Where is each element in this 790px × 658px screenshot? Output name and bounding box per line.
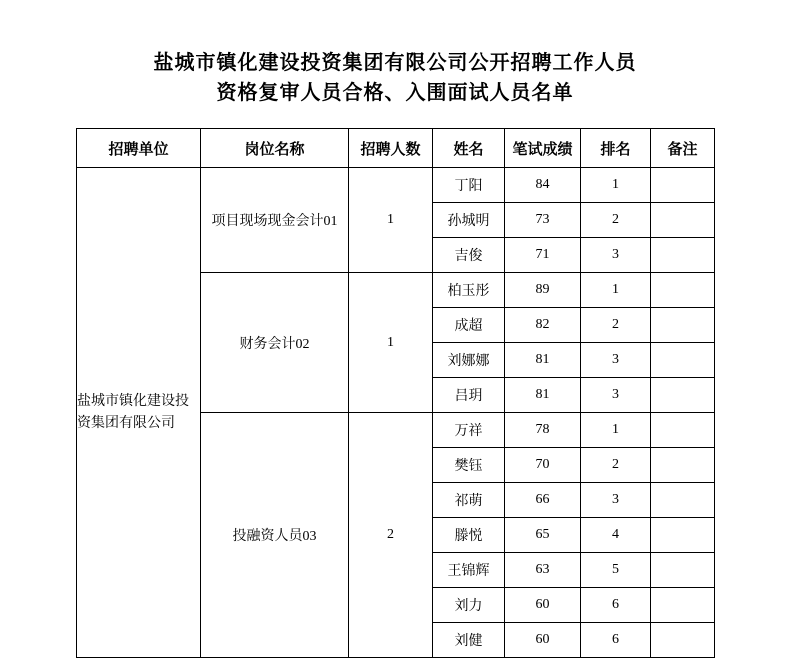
note-cell — [651, 623, 715, 658]
note-cell — [651, 588, 715, 623]
header-unit: 招聘单位 — [77, 129, 201, 168]
note-cell — [651, 308, 715, 343]
rank-cell: 2 — [581, 203, 651, 238]
score-cell: 84 — [505, 168, 581, 203]
rank-cell: 2 — [581, 448, 651, 483]
name-cell: 滕悦 — [433, 518, 505, 553]
score-cell: 60 — [505, 588, 581, 623]
rank-cell: 4 — [581, 518, 651, 553]
note-cell — [651, 378, 715, 413]
rank-cell: 1 — [581, 413, 651, 448]
header-count: 招聘人数 — [349, 129, 433, 168]
rank-cell: 6 — [581, 623, 651, 658]
unit-cell — [77, 168, 201, 658]
name-cell: 刘健 — [433, 623, 505, 658]
name-cell: 吕玥 — [433, 378, 505, 413]
name-cell: 樊钰 — [433, 448, 505, 483]
note-cell — [651, 168, 715, 203]
header-note: 备注 — [651, 129, 715, 168]
score-cell: 70 — [505, 448, 581, 483]
name-cell: 吉俊 — [433, 238, 505, 273]
title-line-2: 资格复审人员合格、入围面试人员名单 — [216, 82, 574, 104]
table-container — [0, 128, 790, 658]
score-cell: 66 — [505, 483, 581, 518]
document-title — [0, 0, 790, 108]
name-cell: 王锦辉 — [433, 553, 505, 588]
score-cell: 89 — [505, 273, 581, 308]
score-cell: 63 — [505, 553, 581, 588]
score-cell: 78 — [505, 413, 581, 448]
rank-cell: 6 — [581, 588, 651, 623]
name-cell: 丁阳 — [433, 168, 505, 203]
count-cell: 1 — [349, 273, 433, 413]
name-cell: 孙城明 — [433, 203, 505, 238]
name-cell: 祁萌 — [433, 483, 505, 518]
unit-label: 盐城市镇化建设投资集团有限公司 — [77, 393, 189, 431]
post-cell: 投融资人员03 — [201, 413, 349, 658]
rank-cell: 3 — [581, 483, 651, 518]
candidates-table — [76, 128, 715, 658]
name-cell: 刘娜娜 — [433, 343, 505, 378]
note-cell — [651, 413, 715, 448]
header-name: 姓名 — [433, 129, 505, 168]
rank-cell: 3 — [581, 378, 651, 413]
score-cell: 71 — [505, 238, 581, 273]
table-row — [77, 168, 715, 203]
score-cell: 65 — [505, 518, 581, 553]
rank-cell: 5 — [581, 553, 651, 588]
name-cell: 刘力 — [433, 588, 505, 623]
note-cell — [651, 553, 715, 588]
score-cell: 60 — [505, 623, 581, 658]
note-cell — [651, 343, 715, 378]
rank-cell: 1 — [581, 168, 651, 203]
post-cell: 项目现场现金会计01 — [201, 168, 349, 273]
rank-cell: 3 — [581, 238, 651, 273]
post-cell: 财务会计02 — [201, 273, 349, 413]
note-cell — [651, 518, 715, 553]
header-rank: 排名 — [581, 129, 651, 168]
name-cell: 成超 — [433, 308, 505, 343]
count-cell: 1 — [349, 168, 433, 273]
rank-cell: 3 — [581, 343, 651, 378]
table-body — [77, 168, 715, 658]
note-cell — [651, 448, 715, 483]
header-score: 笔试成绩 — [505, 129, 581, 168]
count-cell: 2 — [349, 413, 433, 658]
header-post: 岗位名称 — [201, 129, 349, 168]
score-cell: 82 — [505, 308, 581, 343]
note-cell — [651, 203, 715, 238]
score-cell: 81 — [505, 378, 581, 413]
note-cell — [651, 483, 715, 518]
name-cell: 万祥 — [433, 413, 505, 448]
rank-cell: 1 — [581, 273, 651, 308]
rank-cell: 2 — [581, 308, 651, 343]
note-cell — [651, 273, 715, 308]
title-line-1: 盐城市镇化建设投资集团有限公司公开招聘工作人员 — [153, 52, 637, 74]
name-cell: 柏玉彤 — [433, 273, 505, 308]
note-cell — [651, 238, 715, 273]
score-cell: 73 — [505, 203, 581, 238]
table-header-row — [77, 129, 715, 168]
score-cell: 81 — [505, 343, 581, 378]
